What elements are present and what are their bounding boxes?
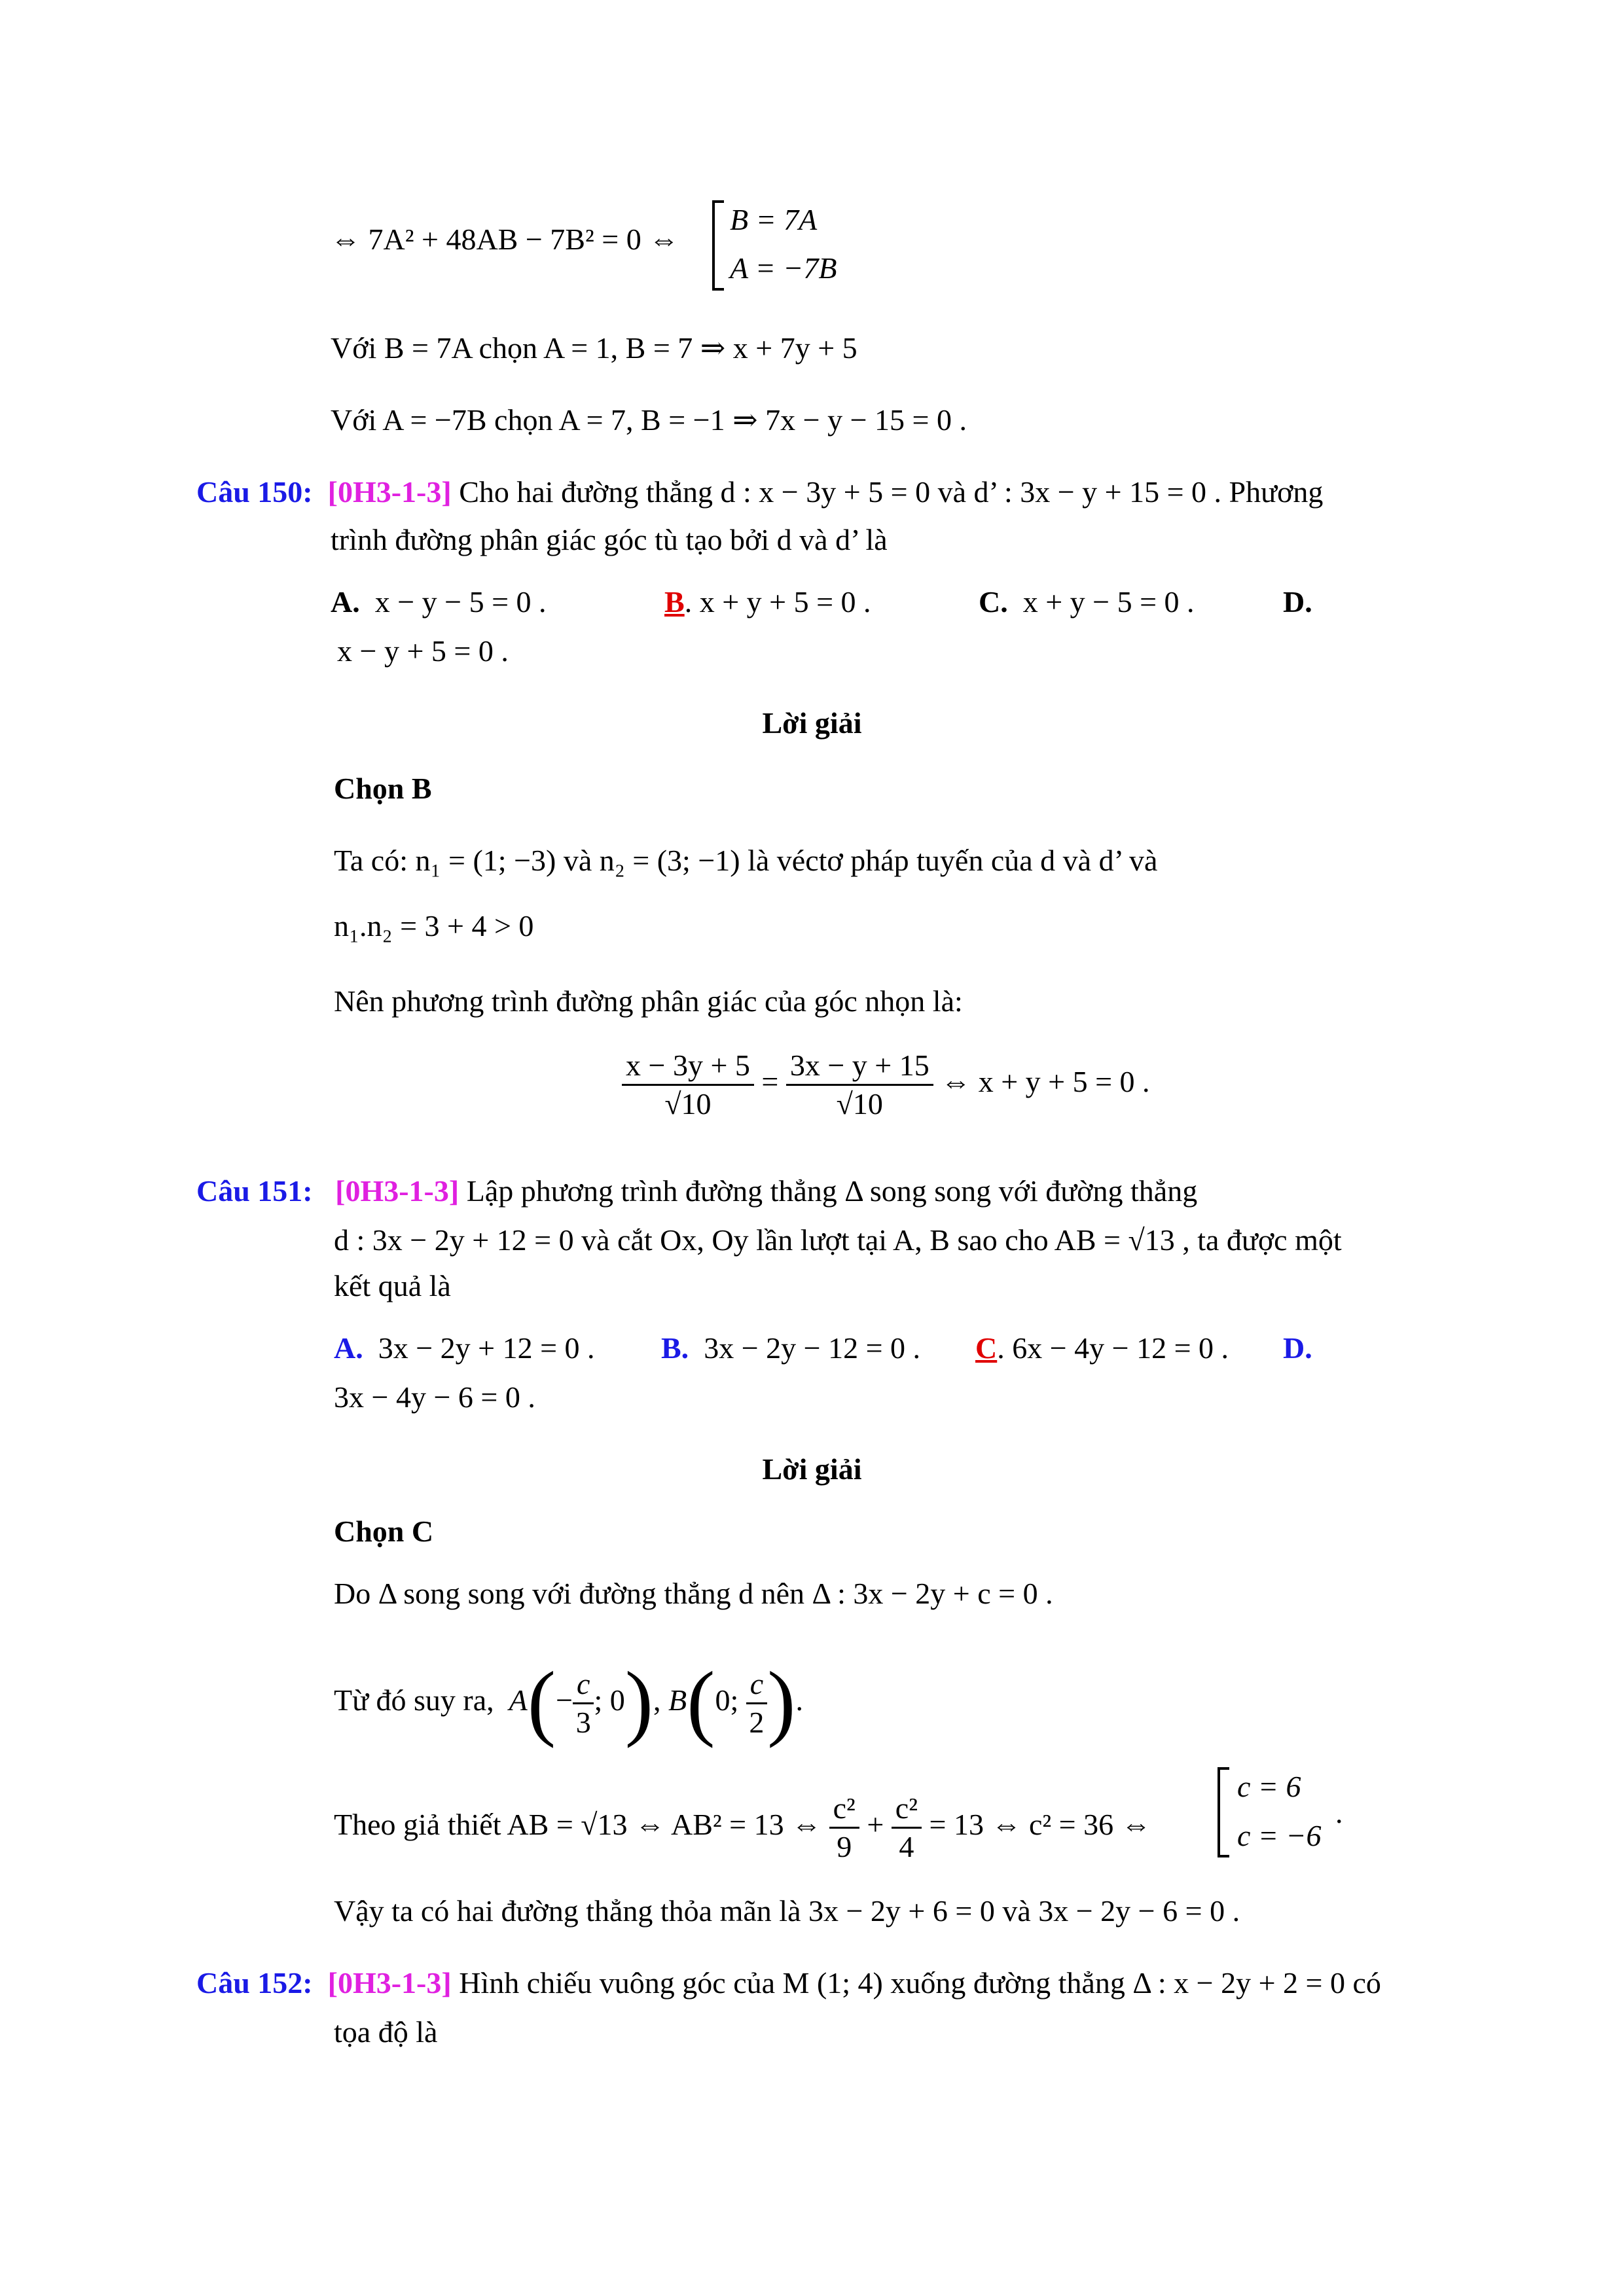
case-line: c = −6	[1237, 1819, 1322, 1852]
question-label: Câu 150:	[196, 475, 313, 509]
text-line: Với A = −7B chọn A = 7, B = −1 ⇒ 7x − y − 15 = 0 .	[331, 403, 967, 437]
question-152-header	[196, 1964, 1381, 2003]
solution-line: Vậy ta có hai đường thẳng thỏa mãn là 3x − 2y + 6 = 0 và 3x − 2y − 6 = 0 .	[334, 1894, 1240, 1928]
question-text: Lập phương trình đường thẳng Δ song song với đường thẳng	[466, 1174, 1198, 1208]
question-150-header	[196, 473, 1323, 512]
question-151-header	[196, 1172, 1197, 1211]
case-bracket	[712, 200, 724, 291]
fraction: $\frac{3x - y + 15}{√10}$	[786, 1047, 933, 1122]
question-text: trình đường phân giác góc tù tạo bởi d và d’ là	[331, 523, 888, 556]
question-text: kết quả là	[334, 1269, 451, 1302]
option-b: B. 3x − 2y − 12 = 0 .	[661, 1331, 921, 1365]
question-tag: [0H3-1-3]	[327, 475, 452, 509]
question-label: Câu 151:	[196, 1174, 313, 1208]
case-line: A = −7B	[730, 251, 837, 285]
solution-line: Theo giả thiết AB = √13 ⇔ AB² = 13 ⇔ $\frac{\text{c²}}{9}$ + $\frac{\text{c²}}{4}$ = 13 ⇔ c² = 36 ⇔	[334, 1791, 1151, 1863]
question-text: Hình chiếu vuông góc của M (1; 4) xuống đường thẳng Δ : x − 2y + 2 = 0 có	[459, 1966, 1381, 2000]
option-a: A. x − y − 5 = 0 .	[331, 585, 547, 619]
option-c: C. x + y − 5 = 0 .	[979, 585, 1195, 619]
case-line: c = 6	[1237, 1770, 1301, 1803]
question-tag: [0H3-1-3]	[335, 1174, 460, 1208]
case-line: B = 7A	[730, 203, 818, 236]
option-d: D.	[1283, 585, 1312, 619]
bisector-equation: $\frac{x - 3y + 5}{√10}$ = $\frac{3x - y + 15}{√10}$ ⇔ x + y + 5 = 0 .	[622, 1047, 1150, 1122]
case-bracket	[1218, 1767, 1229, 1857]
question-label: Câu 152:	[196, 1966, 313, 2000]
option-d-text: 3x − 4y − 6 = 0 .	[334, 1380, 535, 1414]
option-b: B. x + y + 5 = 0 .	[664, 585, 871, 619]
solution-title: Lời giải	[762, 706, 862, 740]
text-line: Với B = 7A chọn A = 1, B = 7 ⇒ x + 7y + 5	[331, 331, 857, 365]
option-a: A. 3x − 2y + 12 = 0 .	[334, 1331, 595, 1365]
fraction: $\frac{x - 3y + 5}{√10}$	[622, 1047, 754, 1122]
equation-line: ⇔ 7A² + 48AB − 7B² = 0 ⇔	[331, 223, 679, 256]
option-d: D.	[1283, 1331, 1312, 1365]
solution-title: Lời giải	[762, 1452, 862, 1486]
solution-line: Ta có: n₁ = (1; −3) và n₂ = (3; −1) là véctơ pháp tuyến của d và d’ và	[334, 844, 1158, 877]
question-text: Cho hai đường thẳng d : x − 3y + 5 = 0 và d’ : 3x − y + 15 = 0 . Phương	[459, 475, 1324, 509]
choose-answer: Chọn C	[334, 1515, 434, 1548]
choose-answer: Chọn B	[334, 772, 432, 805]
solution-line: Từ đó suy ra, A(− $\frac{c}{3}$ ; 0), B(0; $\frac{c}{2}$ ).	[334, 1655, 803, 1749]
solution-line: n₁.n₂ = 3 + 4 > 0	[334, 909, 534, 942]
option-c: C. 6x − 4y − 12 = 0 .	[975, 1331, 1229, 1365]
question-text: tọa độ là	[334, 2015, 438, 2049]
period: .	[1335, 1796, 1343, 1829]
question-tag: [0H3-1-3]	[327, 1966, 452, 2000]
option-d-text: x − y + 5 = 0 .	[337, 634, 509, 668]
solution-line: Do Δ song song với đường thẳng d nên Δ : 3x − 2y + c = 0 .	[334, 1577, 1053, 1610]
solution-line: Nên phương trình đường phân giác của góc nhọn là:	[334, 984, 963, 1018]
question-text: d : 3x − 2y + 12 = 0 và cắt Ox, Oy lần lượt tại A, B sao cho AB = √13 , ta được một	[334, 1223, 1342, 1257]
